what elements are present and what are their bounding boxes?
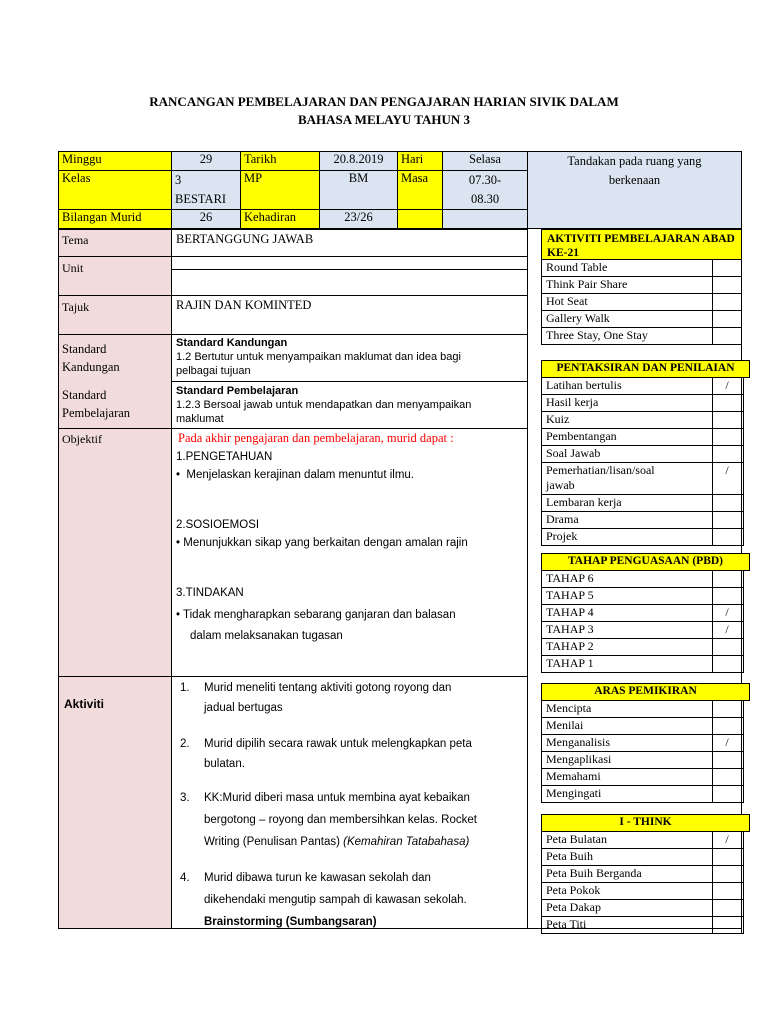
checkbox-cell[interactable] xyxy=(712,639,742,655)
aktiviti-label: Aktiviti xyxy=(64,697,105,711)
tandakan-instruction xyxy=(527,151,742,229)
checkbox-cell[interactable] xyxy=(712,883,742,899)
aktiviti-line: Murid meneliti tentang aktiviti gotong royong dan xyxy=(204,682,452,694)
checkbox-cell[interactable] xyxy=(712,529,742,545)
ithink-table xyxy=(541,814,750,934)
checklist-row xyxy=(541,588,744,605)
checklist-label: Kuiz xyxy=(546,412,570,426)
row-sep xyxy=(58,334,528,335)
checklist-row xyxy=(541,429,744,446)
checkbox-cell[interactable] xyxy=(712,701,742,717)
empty-blue-cell xyxy=(442,209,528,229)
checkbox-cell[interactable] xyxy=(712,412,742,428)
bilangan-murid-value: 26 xyxy=(171,209,241,229)
aktiviti-line: bergotong – royong dan membersihkan kelas. Rocket xyxy=(204,814,477,826)
checklist-row xyxy=(541,605,744,622)
kelas-value-line2: BESTARI xyxy=(175,192,227,206)
sp-heading: Standard Pembelajaran xyxy=(176,385,299,397)
checklist-label: Soal Jawab xyxy=(546,446,601,460)
kelas-label: Kelas xyxy=(58,170,172,210)
checklist-row xyxy=(541,294,742,311)
ithink-heading: I - THINK xyxy=(541,814,750,832)
sosioemosi-item xyxy=(176,537,468,549)
checklist-label: Projek xyxy=(546,529,578,543)
bullet-icon: • xyxy=(176,609,184,621)
checklist-row xyxy=(541,735,744,752)
kelas-value-line1: 3 xyxy=(175,173,182,187)
checkbox-cell[interactable] xyxy=(712,786,742,802)
aktiviti-item xyxy=(172,734,526,787)
checkbox-cell[interactable] xyxy=(712,328,742,344)
checklist-label: Round Table xyxy=(546,260,608,274)
checkbox-cell[interactable]: / xyxy=(712,605,742,621)
checkbox-cell[interactable] xyxy=(712,294,742,310)
sp-text-line1: 1.2.3 Bersoal jawab untuk mendapatkan dan menyampaikan xyxy=(176,399,472,411)
aktiviti-line: bulatan. xyxy=(204,758,245,770)
checklist-row xyxy=(541,412,744,429)
pentaksiran-table xyxy=(541,360,750,546)
row-sep xyxy=(58,295,528,296)
checklist-label: Menganalisis xyxy=(546,735,610,749)
aktiviti-line: dikehendaki mengutip sampah di kawasan sekolah. xyxy=(204,894,467,906)
masa-value-line1: 07.30- xyxy=(468,173,502,187)
checklist-label: Mencipta xyxy=(546,701,592,715)
abad21-heading-line2: KE-21 xyxy=(547,247,579,259)
checklist-row xyxy=(541,718,744,735)
checkbox-cell[interactable] xyxy=(712,917,742,933)
checklist-label: Think Pair Share xyxy=(546,277,628,291)
checklist-label-line2: jawab xyxy=(546,478,575,492)
checklist-row xyxy=(541,917,744,934)
pentaksiran-heading: PENTAKSIRAN DAN PENILAIAN xyxy=(541,360,750,378)
kelas-value xyxy=(171,170,241,210)
sp-label-line1: Standard xyxy=(62,388,107,402)
checklist-label: TAHAP 1 xyxy=(546,656,594,670)
checklist-label: Memahami xyxy=(546,769,601,783)
checklist-row xyxy=(541,311,742,328)
checklist-label: Peta Bulatan xyxy=(546,832,607,846)
aktiviti-line-bold: Brainstorming (Sumbangsaran) xyxy=(204,916,377,928)
tahap-table xyxy=(541,553,750,673)
mp-value: BM xyxy=(319,170,398,210)
checkbox-cell[interactable] xyxy=(712,588,742,604)
checklist-row xyxy=(541,866,744,883)
checklist-row xyxy=(541,622,744,639)
row-sep xyxy=(171,381,528,382)
checkbox-cell[interactable]: / xyxy=(712,832,742,848)
checklist-row xyxy=(541,495,744,512)
checkbox-cell[interactable] xyxy=(712,260,742,276)
hari-label: Hari xyxy=(397,151,443,171)
sp-text-line2: maklumat xyxy=(176,413,224,425)
checklist-row xyxy=(541,328,742,345)
objektif-intro: Pada akhir pengajaran dan pembelajaran, murid dapat : xyxy=(178,431,454,445)
pengetahuan-heading: 1.PENGETAHUAN xyxy=(176,451,273,463)
checkbox-cell[interactable] xyxy=(712,446,742,462)
checkbox-cell[interactable] xyxy=(712,395,742,411)
checklist-row xyxy=(541,656,744,673)
checklist-label: Latihan bertulis xyxy=(546,378,622,392)
checkbox-cell[interactable] xyxy=(712,656,742,672)
aktiviti-line: KK:Murid diberi masa untuk membina ayat kebaikan xyxy=(204,792,470,804)
sk-heading: Standard Kandungan xyxy=(176,337,288,349)
checklist-label: Peta Dakap xyxy=(546,900,601,914)
checkbox-cell[interactable] xyxy=(712,849,742,865)
masa-label: Masa xyxy=(397,170,443,210)
row-sep xyxy=(58,256,528,257)
sk-label-line1: Standard xyxy=(62,342,107,356)
standard-pembelajaran-content xyxy=(176,384,526,426)
checklist-label: Lembaran kerja xyxy=(546,495,622,509)
sk-label-line2: Kandungan xyxy=(62,360,120,374)
checklist-label: TAHAP 4 xyxy=(546,605,594,619)
empty-yellow-cell xyxy=(397,209,443,229)
hari-value: Selasa xyxy=(442,151,528,171)
checkbox-cell[interactable] xyxy=(712,900,742,916)
checkbox-cell[interactable] xyxy=(712,866,742,882)
kehadiran-label: Kehadiran xyxy=(240,209,320,229)
aktiviti-line: jadual bertugas xyxy=(204,702,283,714)
tahap-heading: TAHAP PENGUASAAN (PBD) xyxy=(541,553,750,571)
sosioemosi-text: Menunjukkan sikap yang berkaitan dengan amalan rajin xyxy=(183,537,468,549)
checklist-label: Peta Buih Berganda xyxy=(546,866,642,880)
standard-pembelajaran-label xyxy=(62,386,130,422)
checklist-row xyxy=(541,786,744,803)
checkbox-cell[interactable] xyxy=(712,752,742,768)
checklist-row xyxy=(541,395,744,412)
aktiviti-number: 2. xyxy=(180,738,190,750)
bilangan-murid-label: Bilangan Murid xyxy=(58,209,172,229)
checkbox-cell[interactable] xyxy=(712,495,742,511)
tarikh-label: Tarikh xyxy=(240,151,320,171)
checklist-label: Drama xyxy=(546,512,579,526)
tajuk-label: Tajuk xyxy=(62,300,90,314)
checklist-label: Pembentangan xyxy=(546,429,617,443)
checkbox-cell[interactable]: / xyxy=(712,735,742,751)
aktiviti-number: 4. xyxy=(180,872,190,884)
aktiviti-line: Murid dipilih secara rawak untuk melengkapkan peta xyxy=(204,738,472,750)
checkbox-cell[interactable]: / xyxy=(712,378,742,394)
checklist-row xyxy=(541,529,744,546)
minggu-value: 29 xyxy=(171,151,241,171)
objektif-label: Objektif xyxy=(62,432,102,446)
standard-kandungan-label xyxy=(62,340,120,376)
document-title-line1: RANCANGAN PEMBELAJARAN DAN PENGAJARAN HARIAN SIVIK DALAM xyxy=(149,94,619,109)
aras-pemikiran-heading: ARAS PEMIKIRAN xyxy=(541,683,750,701)
checklist-row xyxy=(541,277,742,294)
checklist-label: Gallery Walk xyxy=(546,311,610,325)
checkbox-cell[interactable] xyxy=(712,571,742,587)
bullet-icon: • xyxy=(176,537,184,549)
checklist-label: Mengaplikasi xyxy=(546,752,612,766)
checklist-row xyxy=(541,883,744,900)
checkbox-cell[interactable]: / xyxy=(712,622,742,638)
row-sep xyxy=(58,428,528,429)
checklist-label-line1: Pemerhatian/lisan/soal xyxy=(546,463,655,477)
checklist-label: Peta Buih xyxy=(546,849,593,863)
pengetahuan-item xyxy=(176,469,414,481)
checklist-row xyxy=(541,832,744,849)
checkbox-cell[interactable]: / xyxy=(712,463,742,494)
sosioemosi-heading: 2.SOSIOEMOSI xyxy=(176,519,260,531)
masa-value-line2: 08.30 xyxy=(470,192,500,206)
abad21-table xyxy=(541,229,742,345)
checklist-label: TAHAP 6 xyxy=(546,571,594,585)
checklist-label: Hot Seat xyxy=(546,294,588,308)
checklist-label xyxy=(546,463,655,493)
checklist-label: Three Stay, One Stay xyxy=(546,328,648,342)
checklist-row xyxy=(541,849,744,866)
checklist-label: Peta Pokok xyxy=(546,883,601,897)
checklist-label: Mengingati xyxy=(546,786,602,800)
checklist-row xyxy=(541,260,742,277)
tema-label: Tema xyxy=(62,233,89,247)
tarikh-value: 20.8.2019 xyxy=(319,151,398,171)
checklist-row xyxy=(541,446,744,463)
checklist-label: Menilai xyxy=(546,718,584,732)
abad21-heading xyxy=(541,229,742,260)
checklist-label: TAHAP 5 xyxy=(546,588,594,602)
checkbox-cell[interactable] xyxy=(712,718,742,734)
checklist-row xyxy=(541,701,744,718)
aktiviti-list xyxy=(172,678,526,937)
sp-label-line2: Pembelajaran xyxy=(62,406,131,420)
minggu-label: Minggu xyxy=(58,151,172,171)
checkbox-cell[interactable] xyxy=(712,512,742,528)
checkbox-cell[interactable] xyxy=(712,769,742,785)
checklist-label: Peta Titi xyxy=(546,917,587,931)
checklist-label: Hasil kerja xyxy=(546,395,599,409)
checkbox-cell[interactable] xyxy=(712,311,742,327)
aktiviti-item xyxy=(172,787,526,867)
aktiviti-item xyxy=(172,678,526,734)
tindakan-text-line2: dalam melaksanakan tugasan xyxy=(190,630,343,642)
row-sep xyxy=(58,676,528,677)
aktiviti-line: Murid dibawa turun ke kawasan sekolah dan xyxy=(204,872,431,884)
tindakan-item xyxy=(176,605,456,647)
checklist-row xyxy=(541,463,744,495)
aktiviti-line: Writing (Penulisan Pantas) xyxy=(204,836,340,848)
checklist-row xyxy=(541,639,744,656)
tandakan-line1: Tandakan pada ruang yang xyxy=(567,154,702,168)
document-title-line2: BAHASA MELAYU TAHUN 3 xyxy=(297,112,471,127)
tajuk-value: RAJIN DAN KOMINTED xyxy=(176,298,312,312)
checklist-label: TAHAP 3 xyxy=(546,622,594,636)
sk-text-line1: 1.2 Bertutur untuk menyampaikan maklumat dan idea bagi xyxy=(176,351,461,363)
checklist-row xyxy=(541,752,744,769)
checkbox-cell[interactable] xyxy=(712,429,742,445)
tindakan-heading: 3.TINDAKAN xyxy=(176,587,244,599)
pengetahuan-text: Menjelaskan kerajinan dalam menuntut ilmu. xyxy=(186,469,414,481)
bullet-icon: • xyxy=(176,469,187,481)
masa-value xyxy=(442,170,528,210)
checklist-label: TAHAP 2 xyxy=(546,639,594,653)
aktiviti-line-italic: (Kemahiran Tatabahasa) xyxy=(343,836,470,848)
aktiviti-item xyxy=(172,867,526,937)
row-sep xyxy=(171,269,528,270)
checklist-row xyxy=(541,900,744,917)
checklist-row xyxy=(541,571,744,588)
tema-value: BERTANGGUNG JAWAB xyxy=(176,232,314,246)
checklist-row xyxy=(541,378,744,395)
aktiviti-number: 3. xyxy=(180,792,190,804)
aktiviti-number: 1. xyxy=(180,682,190,694)
tandakan-line2: berkenaan xyxy=(608,173,661,187)
standard-kandungan-content xyxy=(176,336,526,378)
checklist-row xyxy=(541,769,744,786)
tindakan-text-line1: Tidak mengharapkan sebarang ganjaran dan balasan xyxy=(183,609,456,621)
abad21-heading-line1: AKTIVITI PEMBELAJARAN ABAD xyxy=(547,233,735,245)
checkbox-cell[interactable] xyxy=(712,277,742,293)
sk-text-line2: pelbagai tujuan xyxy=(176,365,251,377)
checklist-row xyxy=(541,512,744,529)
mp-label: MP xyxy=(240,170,320,210)
unit-label: Unit xyxy=(62,261,84,275)
kehadiran-value: 23/26 xyxy=(319,209,398,229)
aras-pemikiran-table xyxy=(541,683,750,803)
